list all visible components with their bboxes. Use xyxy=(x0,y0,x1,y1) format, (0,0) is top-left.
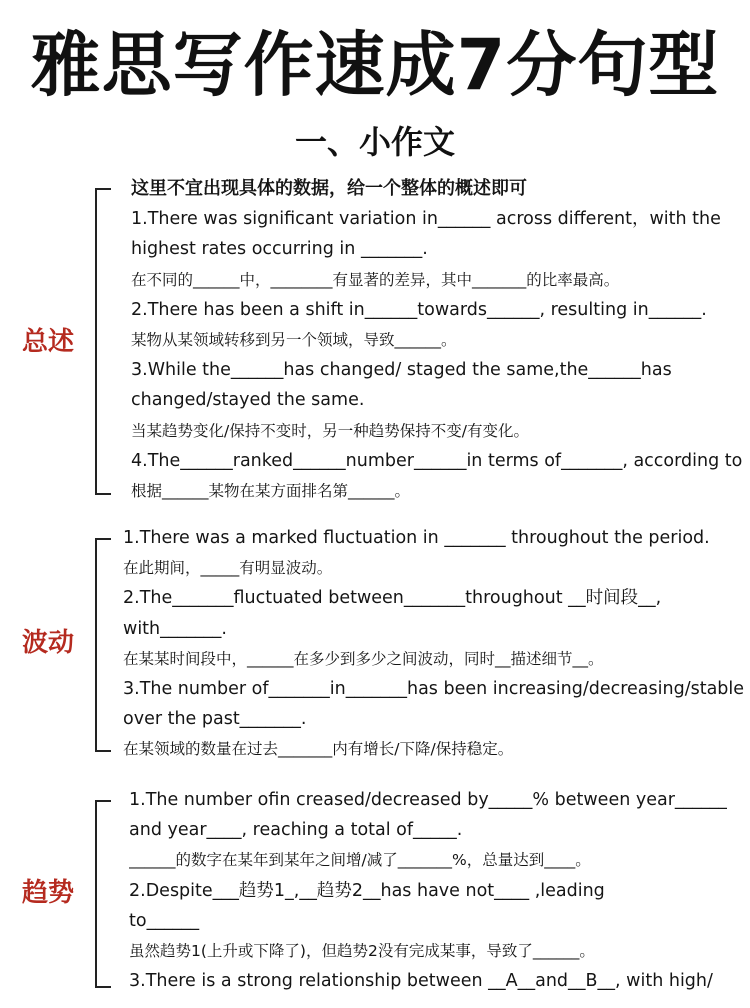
sentence-line: 1.The number ofin creased/decreased by_____% between year______ xyxy=(129,790,728,810)
section-label: 波动 xyxy=(22,628,75,658)
sentence-line: 2.The_______fluctuated between_______throughout __时间段__, xyxy=(123,588,662,609)
section-heading: 一、小作文 xyxy=(294,123,455,161)
translation-line: 在某领域的数量在过去_______内有增长/下降/保持稳定。 xyxy=(123,740,514,759)
sentence-line: 3.The number of_______in_______has been increasing/decreasing/stable xyxy=(123,678,745,699)
sentence-line: highest rates occurring in _______. xyxy=(131,239,428,260)
sentence-line: 1.There was significant variation in______ across different，with the xyxy=(131,209,721,230)
section-note: 这里不宜出现具体的数据，给一个整体的概述即可 xyxy=(131,178,527,199)
translation-line: 在某某时间段中，______在多少到多少之间波动，同时__描述细节__。 xyxy=(123,649,604,668)
sentence-line: 1.There was a marked fluctuation in _______ throughout the period. xyxy=(123,528,710,548)
translation-line: 在不同的______中，________有显著的差异，其中_______的比率最高。 xyxy=(131,270,620,289)
sentence-line: and year____, reaching a total of_____. xyxy=(129,820,463,841)
translation-line: 当某趋势变化/保持不变时，另一种趋势保持不变/有变化。 xyxy=(131,421,529,440)
translation-line: 在此期间，_____有明显波动。 xyxy=(123,559,333,578)
translation-line: ______的数字在某年到某年之间增/减了_______%，总量达到____。 xyxy=(129,851,591,870)
sentence-line: 3.While the______has changed/ staged the same,the______has xyxy=(131,360,672,381)
sentence-line: changed/stayed the same. xyxy=(131,390,365,411)
section-label: 趋势 xyxy=(22,878,75,908)
translation-line: 虽然趋势1(上升或下降了)，但趋势2没有完成某事，导致了______。 xyxy=(129,941,595,960)
section-lines xyxy=(129,785,727,996)
sentence-line: 2.There has been a shift in______towards______, resulting in______. xyxy=(131,299,707,320)
page-title: 雅思写作速成7分句型 xyxy=(30,24,720,106)
sentence-line: with_______. xyxy=(123,618,227,639)
section-label: 总述 xyxy=(22,327,75,357)
section-lines xyxy=(131,174,742,506)
section-bracket xyxy=(95,538,111,752)
translation-line: 根据______某物在某方面排名第______。 xyxy=(131,481,411,500)
section-bracket xyxy=(95,800,111,988)
section-bracket xyxy=(95,188,111,495)
sentence-line: 4.The______ranked______number______in terms of_______, according to xyxy=(131,450,743,471)
sentence-line: 2.Despite___趋势1_,__趋势2__has have not____ ,leading xyxy=(129,880,605,901)
translation-line: 某物从某领域转移到另一个领域，导致______。 xyxy=(131,330,457,349)
section-lines xyxy=(123,523,744,765)
sentence-line: to______ xyxy=(129,910,200,931)
sentence-line: 3.There is a strong relationship between __A__and__B__, with high/ xyxy=(129,971,713,992)
sentence-line: over the past_______. xyxy=(123,709,307,730)
